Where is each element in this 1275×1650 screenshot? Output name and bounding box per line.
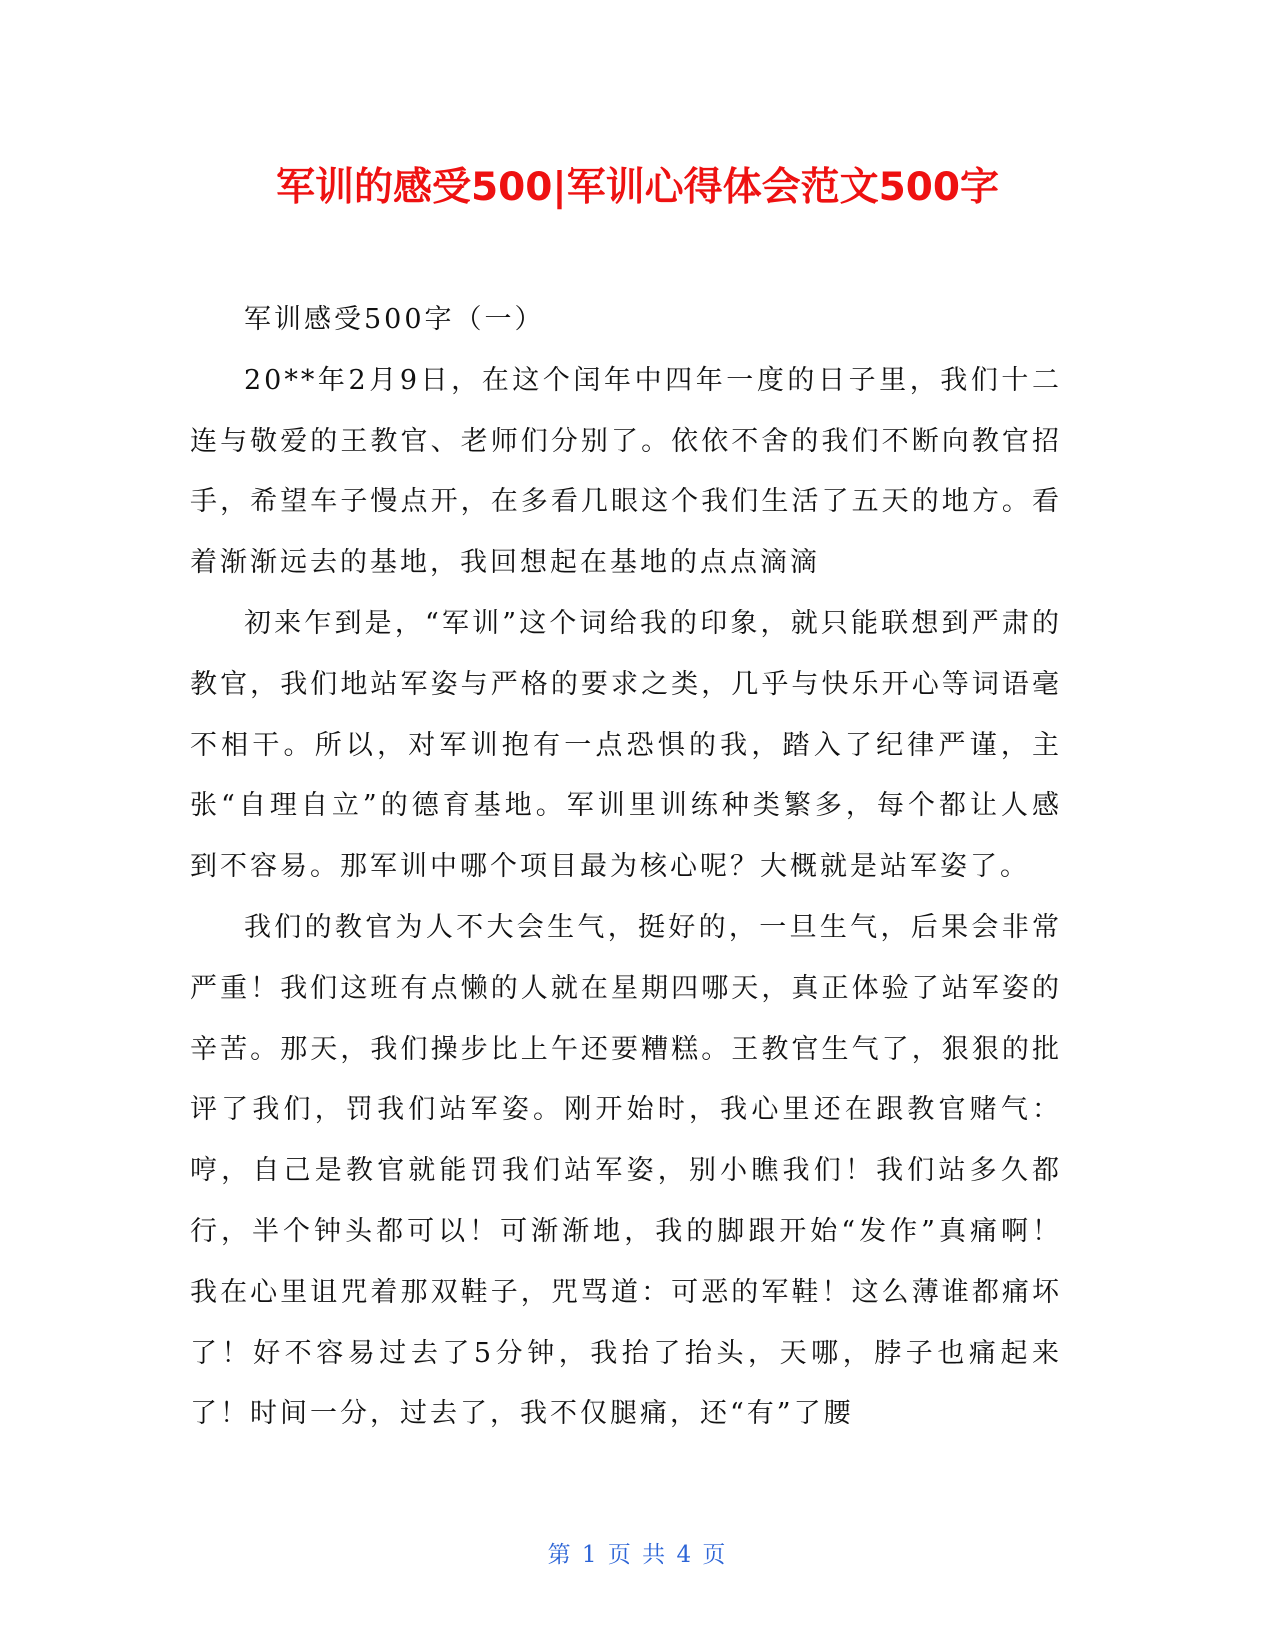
- document-title: 军训的感受500|军训心得体会范文500字: [275, 165, 1000, 210]
- document-body: [190, 290, 1062, 1445]
- page-number-label: 第 1 页 共 4 页: [547, 1542, 728, 1568]
- paragraph-3: 我们的教官为人不大会生气，挺好的，一旦生气，后果会非常严重！我们这班有点懒的人就在星期四哪天，真正体验了站军姿的辛苦。那天，我们操步比上午还要糟糕。王教官生气了，狠狠的批评了我们，罚我们站军姿。刚开始时，我心里还在跟教官赌气：哼，自己是教官就能罚我们站军姿，别小瞧我们！我们站多久都行，半个钟头都可以！可渐渐地，我的脚跟开始“发作”真痛啊！我在心里诅咒着那双鞋子，咒骂道：可恶的军鞋！这么薄谁都痛坏了！好不容易过去了5分钟，我抬了抬头，天哪，脖子也痛起来了！时间一分，过去了，我不仅腿痛，还“有”了腰: [190, 911, 1062, 1430]
- section-heading: 军训感受500字（一）: [244, 304, 545, 335]
- paragraph-2: 初来乍到是，“军训”这个词给我的印象，就只能联想到严肃的教官，我们地站军姿与严格的要求之类，几乎与快乐开心等词语毫不相干。所以，对军训抱有一点恐惧的我，踏入了纪律严谨，主张“自理自立”的德育基地。军训里训练种类繁多，每个都让人感到不容易。那军训中哪个项目最为核心呢？大概就是站军姿了。: [190, 607, 1062, 883]
- paragraph-1: 20**年2月9日，在这个闰年中四年一度的日子里，我们十二连与敬爱的王教官、老师们分别了。依依不舍的我们不断向教官招手，希望车子慢点开，在多看几眼这个我们生活了五天的地方。看着渐渐远去的基地，我回想起在基地的点点滴滴: [190, 364, 1062, 579]
- page-footer: [0, 1540, 1275, 1570]
